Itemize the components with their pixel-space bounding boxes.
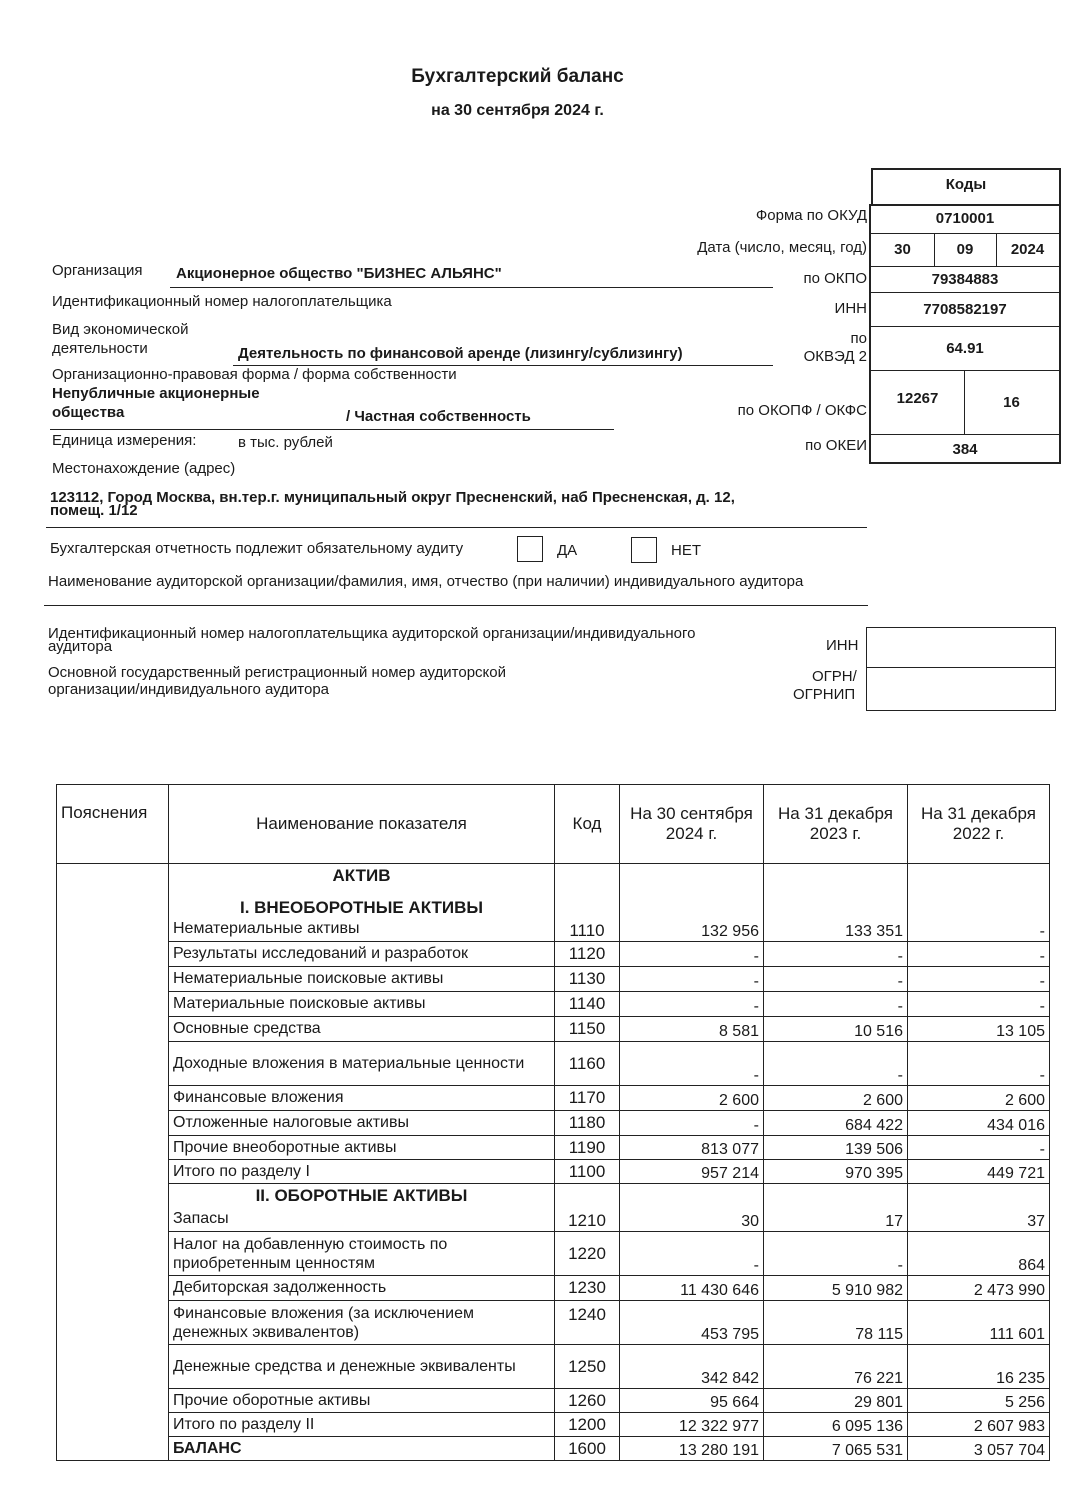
table-row-value: - [764,1232,908,1276]
table-row-value: 12 322 977 [620,1413,764,1437]
table-row-value: 434 016 [908,1111,1050,1136]
table-row-value: - [620,942,764,967]
activity-value: Деятельность по финансовой аренде (лизингу/сублизингу) [238,345,683,362]
table-row-value: 111 601 [908,1301,1050,1345]
auditor-id-fields[interactable] [866,627,1056,711]
table-row-value: 5 256 [908,1389,1050,1413]
table-row-value: 2 600 [908,1086,1050,1111]
okei-code: 384 [952,440,978,458]
section-aktiv: АКТИВ [169,864,555,888]
table-row-value: 17 [764,1184,908,1232]
table-row-code: 1150 [555,1017,620,1042]
balance-table [56,784,1050,1461]
okud-code: 0710001 [935,210,995,227]
table-row-name: Финансовые вложения (за исключением денежных эквивалентов) [169,1301,555,1345]
table-row-value: 813 077 [620,1136,764,1160]
date-month: 09 [956,241,974,258]
table-row-name: БАЛАНС [169,1437,555,1461]
table-row-code: 1240 [555,1301,620,1345]
table-row-value: - [764,942,908,967]
table-row-name: Дебиторская задолженность [169,1276,555,1301]
org-name: Акционерное общество "БИЗНЕС АЛЬЯНС" [176,265,502,282]
document-date: на 30 сентября 2024 г. [431,102,604,119]
audit-question: Бухгалтерская отчетность подлежит обязательному аудиту [50,540,464,557]
table-row-value: - [908,992,1050,1017]
okpo-label: по ОКПО [803,270,867,287]
unit-value: в тыс. рублей [238,434,333,451]
audit-no-label: НЕТ [671,542,701,559]
table-row-name: Итого по разделу I [169,1160,555,1184]
table-row-value: 132 956 [620,864,764,942]
table-row-code: 1110 [555,864,620,942]
table-row-value: 449 721 [908,1160,1050,1184]
auditor-ogrn-label-1: Основной государственный регистрационный номер аудиторской [48,664,506,681]
table-row-code: 1170 [555,1086,620,1111]
table-row-value: 8 581 [620,1017,764,1042]
activity-label-2: деятельности [52,340,148,357]
table-row-code: 1210 [555,1184,620,1232]
table-row-code: 1220 [555,1232,620,1276]
table-row-value: - [620,1232,764,1276]
table-row-code: 1140 [555,992,620,1017]
table-row-value: - [908,942,1050,967]
col-2023: На 31 декабря 2023 г. [764,785,908,864]
legal-form-value-2: общества [52,404,125,421]
table-row-value: 2 600 [620,1086,764,1111]
table-row-value: 78 115 [764,1301,908,1345]
auditor-ogrn-label-2: организации/индивидуального аудитора [48,681,330,698]
table-row-value: - [764,967,908,992]
table-row-value: - [620,992,764,1017]
table-row-code: 1260 [555,1389,620,1413]
table-row-value: - [620,1042,764,1086]
table-row-value: - [620,967,764,992]
col-2022: На 31 декабря 2022 г. [908,785,1050,864]
table-row-value: 864 [908,1232,1050,1276]
table-row-name: Запасы [169,1208,555,1232]
table-row-value: 2 607 983 [908,1413,1050,1437]
table-row-value: 3 057 704 [908,1437,1050,1461]
table-row-value: - [908,1136,1050,1160]
table-row-code: 1120 [555,942,620,967]
table-row-value: - [620,1111,764,1136]
table-row-value: - [908,1042,1050,1086]
document-title: Бухгалтерский баланс [411,66,624,87]
ownership-value: / Частная собственность [346,408,531,425]
table-row-value: 95 664 [620,1389,764,1413]
col-2024: На 30 сентября 2024 г. [620,785,764,864]
legal-form-label: Организационно-правовая форма / форма собственности [52,366,457,383]
section-2-title: II. ОБОРОТНЫЕ АКТИВЫ [169,1184,555,1208]
table-row-code: 1130 [555,967,620,992]
table-row-code: 1180 [555,1111,620,1136]
table-row-code: 1600 [555,1437,620,1461]
table-row-value: 10 516 [764,1017,908,1042]
table-row-name: Результаты исследований и разработок [169,942,555,967]
table-row-value: 37 [908,1184,1050,1232]
table-row-value: - [908,864,1050,942]
ogrn-short-1: ОГРН/ [812,668,857,685]
table-row-code: 1190 [555,1136,620,1160]
address-value-2: помещ. 1/12 [50,502,138,519]
table-row-value: 2 600 [764,1086,908,1111]
auditor-inn-label-1: Идентификационный номер налогоплательщика аудиторской организации/индивидуального [48,625,696,642]
table-row-value: 30 [620,1184,764,1232]
okved-label-2: ОКВЭД 2 [803,348,867,365]
inn-code: 7708582197 [923,300,1007,318]
date-label: Дата (число, месяц, год) [697,239,867,256]
col-notes: Пояснения [57,785,169,864]
okved-code: 64.91 [946,339,984,357]
table-row-value: - [908,967,1050,992]
auditor-inn-short: ИНН [826,637,859,654]
table-row-value: 342 842 [620,1345,764,1389]
table-row-name: Налог на добавленную стоимость по приобретенным ценностям [169,1232,555,1276]
table-row-name: Материальные поисковые активы [169,992,555,1017]
table-row-name: Денежные средства и денежные эквиваленты [169,1345,555,1389]
table-row-value: 453 795 [620,1301,764,1345]
codes-header: Коды [945,175,987,193]
okopf-code: 12267 [896,390,939,407]
table-row-value: 6 095 136 [764,1413,908,1437]
okfs-code: 16 [1003,393,1020,411]
audit-yes-checkbox[interactable] [517,536,543,562]
table-row-value: - [764,992,908,1017]
table-row-code: 1250 [555,1345,620,1389]
inn-label: ИНН [834,300,867,317]
table-row-value: 139 506 [764,1136,908,1160]
table-row-value: 5 910 982 [764,1276,908,1301]
table-row-value: 29 801 [764,1389,908,1413]
okopf-label: по ОКОПФ / ОКФС [737,402,867,419]
table-row-code: 1100 [555,1160,620,1184]
table-row-name: Нематериальные поисковые активы [169,967,555,992]
auditor-inn-label-2: аудитора [48,638,113,655]
table-row-value: - [764,1042,908,1086]
table-row-value: 16 235 [908,1345,1050,1389]
activity-label-1: Вид экономической [52,321,189,338]
table-row-name: Доходные вложения в материальные ценности [169,1042,555,1086]
ogrn-short-2: ОГРНИП [793,686,856,703]
table-row-name: Отложенные налоговые активы [169,1111,555,1136]
table-row-value: 684 422 [764,1111,908,1136]
table-row-value: 2 473 990 [908,1276,1050,1301]
section-1-title: I. ВНЕОБОРОТНЫЕ АКТИВЫ [169,888,555,918]
okved-label-1: по [850,330,867,347]
auditor-name-label: Наименование аудиторской организации/фамилия, имя, отчество (при наличии) индивидуального аудитора [48,573,804,590]
table-row-name: Основные средства [169,1017,555,1042]
address-label: Местонахождение (адрес) [52,460,236,477]
audit-no-checkbox[interactable] [631,537,657,563]
table-row-value: 11 430 646 [620,1276,764,1301]
date-day: 30 [894,241,911,258]
address-value-1: 123112, Город Москва, вн.тер.г. муниципальный округ Пресненский, наб Пресненская, д. 12, [50,489,735,506]
col-code: Код [555,785,620,864]
okud-label: Форма по ОКУД [755,207,867,224]
table-row-name: Прочие оборотные активы [169,1389,555,1413]
unit-label: Единица измерения: [52,432,197,449]
table-row-value: 13 280 191 [620,1437,764,1461]
org-label: Организация [52,262,143,279]
date-year: 2024 [1010,241,1045,258]
table-row-value: 76 221 [764,1345,908,1389]
table-row-name: Нематериальные активы [169,918,555,942]
taxpayer-id-label: Идентификационный номер налогоплательщика [52,293,392,310]
legal-form-value-1: Непубличные акционерные [52,385,260,402]
table-row-name: Прочие внеоборотные активы [169,1136,555,1160]
table-row-value: 970 395 [764,1160,908,1184]
table-row-name: Итого по разделу II [169,1413,555,1437]
table-row-value: 7 065 531 [764,1437,908,1461]
table-row-code: 1200 [555,1413,620,1437]
col-indicator: Наименование показателя [169,785,555,864]
okei-label: по ОКЕИ [805,437,867,454]
audit-yes-label: ДА [557,542,578,559]
table-row-value: 957 214 [620,1160,764,1184]
table-row-value: 133 351 [764,864,908,942]
table-row-code: 1160 [555,1042,620,1086]
okpo-code: 79384883 [931,270,999,288]
table-row-value: 13 105 [908,1017,1050,1042]
table-row-code: 1230 [555,1276,620,1301]
table-row-name: Финансовые вложения [169,1086,555,1111]
